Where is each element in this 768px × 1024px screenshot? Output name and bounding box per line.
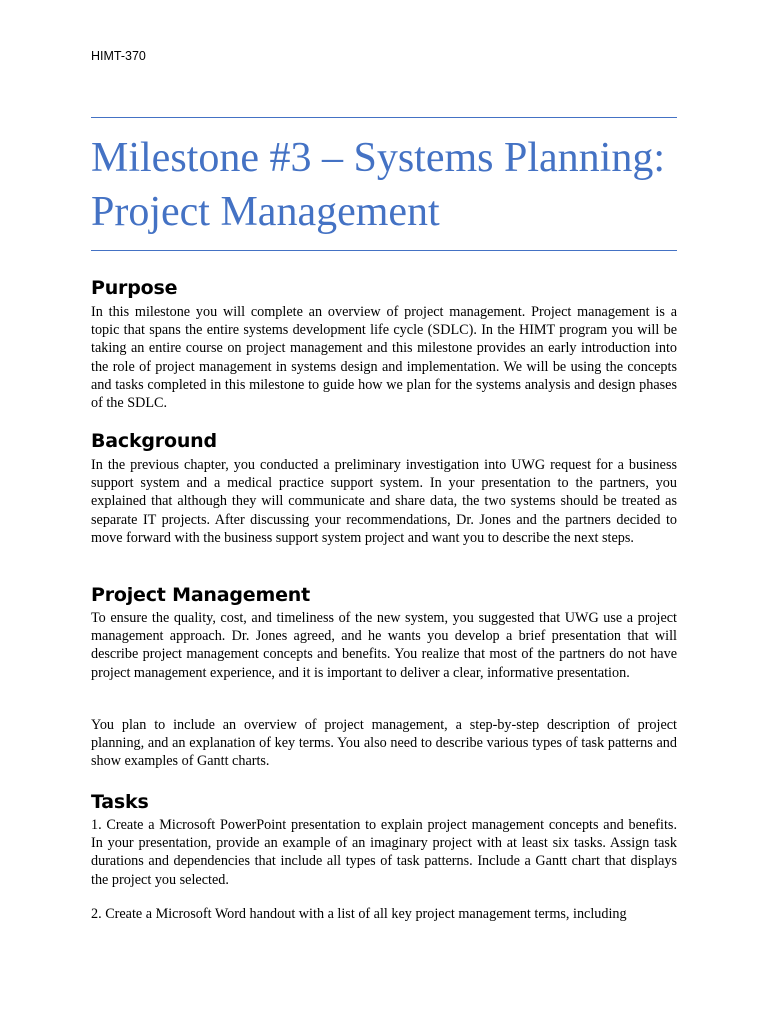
course-code: HIMT-370 [91,49,146,63]
project-management-heading: Project Management [91,584,310,606]
background-heading: Background [91,430,217,452]
document-title: Milestone #3 – Systems Planning: Project Management [91,135,666,235]
purpose-paragraph: In this milestone you will complete an overview of project management. Project management is a topic that spans the entire systems development life cycle (SDLC). In the HIMT program you will be taking an entire course on project management and this milestone provides an early introduction into the role of project management in systems design and implementation. We will be using the concepts and tasks completed in this milestone to guide how we plan for the systems analysis and design phases of the SDLC. [91,304,677,412]
tasks-item-2: 2. Create a Microsoft Word handout with a list of all key project management terms, including [91,906,627,922]
tasks-heading: Tasks [91,791,149,813]
project-management-paragraph-2: You plan to include an overview of project management, a step-by-step description of project planning, and an explanation of key terms. You also need to describe various types of task patterns and show examples of Gantt charts. [91,717,677,770]
tasks-item-1: 1. Create a Microsoft PowerPoint presentation to explain project management concepts and benefits. In your presentation, provide an example of an imaginary project with at least six tasks. Assign task durations and dependencies that include all types of task patterns. Include a Gantt chart that displays the project you selected. [91,817,677,888]
title-bottom-rule [91,250,677,251]
project-management-paragraph-1: To ensure the quality, cost, and timeliness of the new system, you suggested that UWG use a project management approach. Dr. Jones agreed, and he wants you develop a brief presentation that will describe project management concepts and benefits. You realize that most of the partners do not have project management experience, and it is important to deliver a clear, informative presentation. [91,610,677,681]
background-paragraph: In the previous chapter, you conducted a preliminary investigation into UWG request for a business support system and a medical practice support system. In your presentation to the partners, you explained that although they will communicate and share data, the two systems should be treated as separate IT projects. After discussing your recommendations, Dr. Jones and the partners decided to move forward with the business support system project and want you to describe the next steps. [91,457,677,546]
title-top-rule [91,117,677,118]
purpose-heading: Purpose [91,277,178,299]
